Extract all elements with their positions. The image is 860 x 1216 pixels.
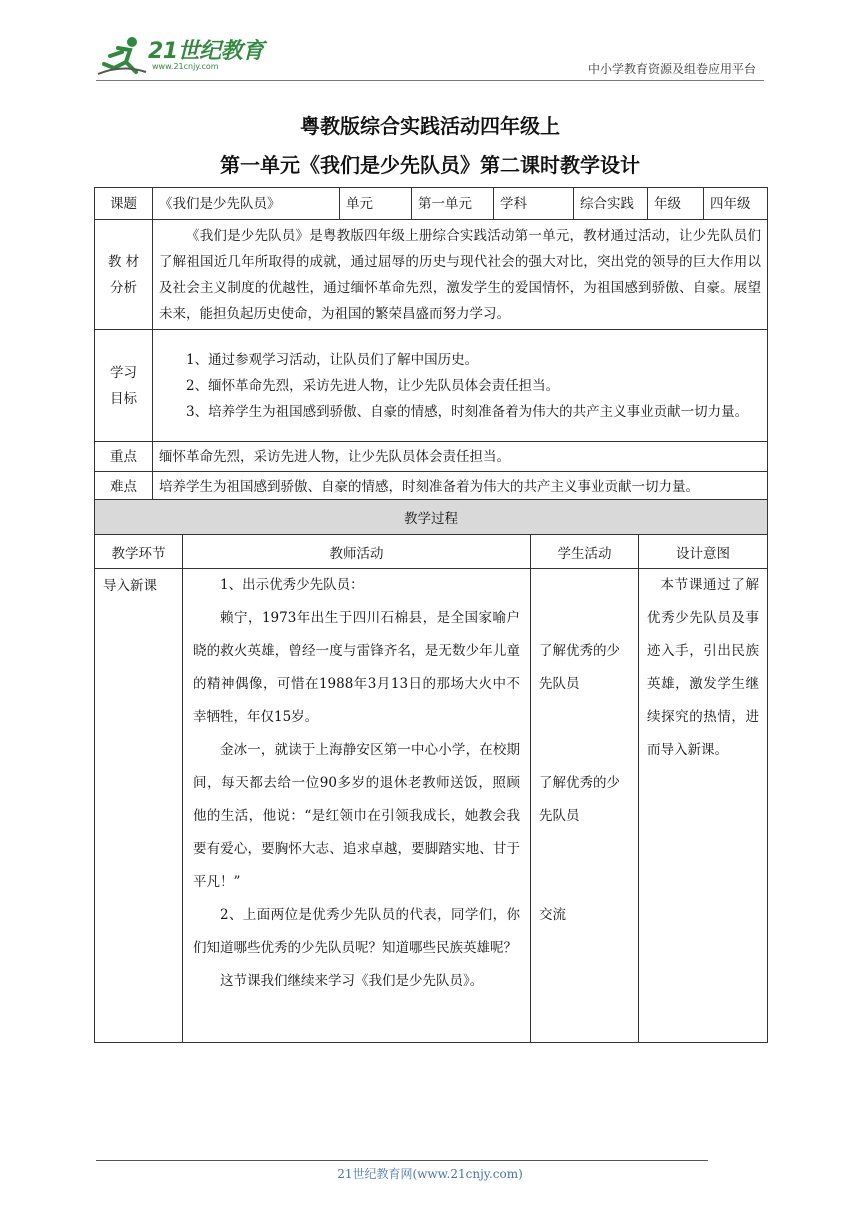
- platform-name: 中小学教育资源及组卷应用平台: [587, 62, 756, 76]
- grade-label: 年级: [648, 188, 704, 220]
- design-intent: 本节课通过了解优秀少先队员及事迹入手，引出民族英雄，激发学生继续探究的热情，进而导入新课。: [639, 569, 768, 1043]
- subject-label: 学科: [494, 188, 574, 220]
- col-header-stage: 教学环节: [95, 535, 183, 569]
- process-table: [94, 499, 768, 1043]
- goals-label: 学习 目标: [95, 330, 153, 442]
- student-item: 交流: [539, 907, 566, 923]
- student-item: 了解优秀的少先队员: [539, 643, 620, 692]
- page-header: [96, 30, 764, 81]
- teacher-para: 1、出示优秀少先队员：: [220, 577, 364, 593]
- teacher-activity: [183, 569, 531, 1043]
- logo-url: www.21cnjy.com: [152, 62, 219, 71]
- subject-value: 综合实践: [574, 188, 648, 220]
- key-point-text: 缅怀革命先烈，采访先进人物，让少先队员体会责任担当。: [153, 442, 768, 472]
- difficulty-text: 培养学生为祖国感到骄傲、自豪的情感，时刻准备着为伟大的共产主义事业贡献一切力量。: [153, 472, 768, 502]
- logo-text: 21世纪教育: [148, 39, 264, 64]
- col-header-student: 学生活动: [531, 535, 639, 569]
- topic-label: 课题: [95, 188, 153, 220]
- goal-item: 1、通过参观学习活动，让队员们了解中国历史。: [186, 351, 479, 368]
- process-title: 教学过程: [95, 500, 768, 535]
- doc-title: 粤教版综合实践活动四年级上: [300, 114, 560, 138]
- teacher-para: 2、上面两位是优秀少先队员的代表，同学们，你们知道哪些优秀的少先队员呢？知道哪些民族英雄呢？: [193, 907, 520, 956]
- key-point-row: [95, 442, 768, 472]
- unit-label: 单元: [340, 188, 412, 220]
- analysis-text: 《我们是少先队员》是粤教版四年级上册综合实践活动第一单元，教材通过活动，让少先队员们了解祖国近几年所取得的成就，通过屈辱的历史与现代社会的强大对比，突出党的领导的巨大作用以及社会主义制度的优越性，通过缅怀革命先烈，激发学生的爱国情怀，为祖国感到骄傲、自豪。展望未来，能担负起历史使命，为祖国的繁荣昌盛而努力学习。: [153, 220, 768, 330]
- footer-text: 21世纪教育网(www.21cnjy.com): [337, 1167, 523, 1181]
- unit-value: 第一单元: [412, 188, 494, 220]
- difficulty-row: [95, 472, 768, 502]
- teacher-para: 赖宁，1973年出生于四川石棉县，是全国家喻户晓的救火英雄，曾经一度与雷锋齐名，是无数少年儿童的精神偶像，可惜在1988年3月13日的那场大火中不幸牺牲，年仅15岁。: [193, 610, 520, 725]
- grade-value: 四年级: [704, 188, 768, 220]
- logo: [96, 34, 266, 78]
- goals-list: [153, 330, 768, 442]
- info-row: [95, 188, 768, 220]
- topic-value: 《我们是少先队员》: [153, 188, 340, 220]
- process-header-row: [95, 535, 768, 569]
- goal-item: 2、缅怀革命先烈，采访先进人物，让少先队员体会责任担当。: [186, 377, 560, 394]
- key-point-label: 重点: [95, 442, 153, 472]
- process-row: [95, 569, 768, 1043]
- doc-subtitle: 第一单元《我们是少先队员》第二课时教学设计: [220, 153, 640, 177]
- info-table: [94, 187, 768, 502]
- teacher-para: 金冰一，就读于上海静安区第一中心小学，在校期间，每天都去给一位90多岁的退休老教师送饭，照顾他的生活，他说：“是红领巾在引领我成长，她教会我要有爱心，要胸怀大志、追求卓越，要脚踏实地、甘于平凡！”: [193, 742, 520, 890]
- col-header-teacher: 教师活动: [183, 535, 531, 569]
- student-item: 了解优秀的少先队员: [539, 775, 620, 824]
- analysis-label: 教 材 分析: [95, 220, 153, 330]
- student-activity: [531, 569, 639, 1043]
- goals-row: [95, 330, 768, 442]
- analysis-row: [95, 220, 768, 330]
- process-title-row: [95, 500, 768, 535]
- footer-divider: [96, 1160, 708, 1161]
- teacher-para: 这节课我们继续来学习《我们是少先队员》。: [220, 973, 484, 989]
- goal-item: 3、培养学生为祖国感到骄傲、自豪的情感，时刻准备着为伟大的共产主义事业贡献一切力量。: [186, 403, 749, 420]
- col-header-intent: 设计意图: [639, 535, 768, 569]
- stage-cell: 导入新课: [95, 569, 183, 1043]
- difficulty-label: 难点: [95, 472, 153, 502]
- runner-logo-icon: [96, 34, 148, 78]
